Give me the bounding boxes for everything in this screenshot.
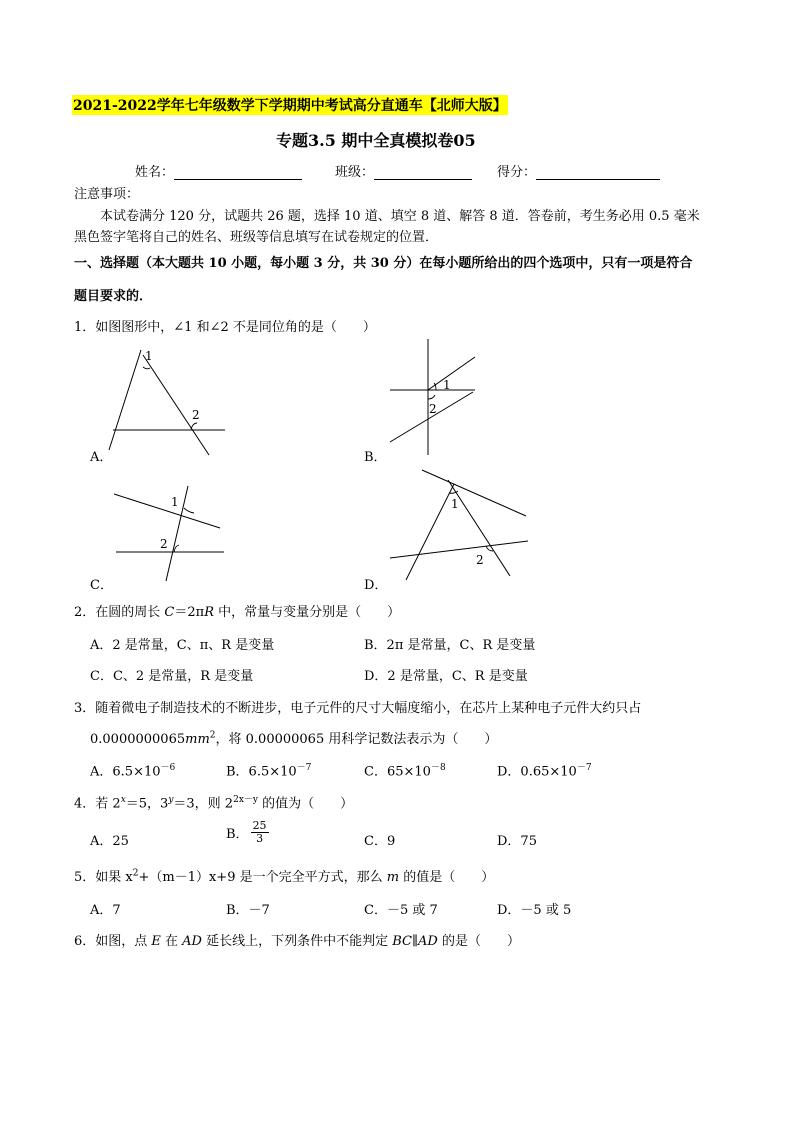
fig-a-angle-2-arc [191,423,197,429]
fig-d-line-top [422,470,526,516]
fig-a-label-2: 2 [192,408,200,422]
fig-c-label-2: 2 [160,537,168,551]
fig-b-label-1: 1 [443,378,451,392]
question-5-stem: 5．如果 $x^2+(m-1)x+9$ 是一个完全平方式，那么 m 的值是（ ） [74,868,495,885]
fig-d-label-2: 2 [476,553,484,567]
fig-a-angle-1-arc [143,367,150,369]
question-2-option-a[interactable]: A．2 是常量，C、π、R 是变量 [90,638,275,653]
fig-c-line-top [114,494,220,528]
fig-a-line-left [109,350,141,450]
fig-a-label-1: 1 [145,349,153,363]
question-3-option-d[interactable]: D．$0.65\times 10^{-7}$ [497,763,592,780]
class-label: 班级： [335,165,375,180]
question-2-option-c[interactable]: C．C、2 是常量，R 是变量 [90,669,254,684]
score-field[interactable] [497,161,660,180]
question-3-option-b[interactable]: B．$6.5\times 10^{-7}$ [226,763,312,780]
question-2-stem: 2．在圆的周长 C＝2πR 中，常量与变量分别是（ ） [74,605,401,620]
fig-b-label-2: 2 [429,402,437,416]
question-4-option-d[interactable]: D．75 [497,834,537,849]
question-3-stem-cont: $0.0000000065mm^2$，将 0.00000065 用科学记数法表示为（ ） [90,730,498,747]
fraction-25-over-3: $\frac{25}{3}$ [252,819,267,845]
question-1-stem: 1．如图图形中，∠1 和∠2 不是同位角的是（ ） [74,320,376,335]
question-4-stem: 4．若 $2^x=5$，$3^y=3$，则 $2^{2x-y}$ 的值为（ ） [74,795,354,812]
fig-d-line-bottom [390,541,528,558]
fig-a-line-right [143,355,209,455]
score-label: 得分： [497,165,537,180]
class-field[interactable] [335,161,472,180]
figure-option-b [385,337,485,457]
question-5-option-c[interactable]: C．－5 或 7 [364,903,438,918]
question-5-option-a[interactable]: A．7 [90,903,121,918]
question-2-option-b[interactable]: B．2π 是常量，C、R 是变量 [364,638,536,653]
name-label: 姓名： [135,165,175,180]
section-1-heading-cont: 题目要求的． [74,289,153,304]
question-3-option-c[interactable]: C．$65\times 10^{-8}$ [364,763,446,780]
fig-b-line-lower-diagonal [390,392,473,442]
figure-option-d [388,468,530,583]
fig-d-line-left [406,484,454,580]
section-1-heading: 一、选择题（本大题共 10 小题，每小题 3 分，共 30 分）在每小题所给出的四个选项中，只有一项是符合 [74,256,693,271]
question-1-option-d[interactable]: D． [364,578,388,593]
figure-option-a [105,345,235,460]
question-1-option-a[interactable]: A． [90,450,113,465]
score-blank[interactable] [536,165,660,180]
question-5-option-b[interactable]: B．－7 [226,903,270,918]
fig-c-angle-1-arc [184,508,194,513]
notice-label: 注意事项： [74,187,140,202]
question-4-option-a[interactable]: A．25 [90,834,129,849]
series-banner: 2021-2022学年七年级数学下学期期中考试高分直通车【北师大版】 [72,95,508,115]
question-2-option-d[interactable]: D．2 是常量，C、R 是变量 [364,669,528,684]
notice-line-1: 本试卷满分 120 分，试题共 26 题，选择 10 道、填空 8 道、解答 8 道．答卷前，考生务必用 0.5 毫米 [100,209,700,224]
name-blank[interactable] [174,165,302,180]
name-field[interactable] [135,161,302,180]
figure-option-c [110,478,230,583]
question-3-stem: 3．随着微电子制造技术的不断进步，电子元件的尺寸大幅度缩小，在芯片上某种电子元件大约只占 [74,701,642,716]
fig-d-label-1: 1 [451,497,459,511]
notice-line-2: 黑色签字笔将自己的姓名、班级等信息填写在试卷规定的位置． [74,230,439,245]
question-3-option-a[interactable]: A．$6.5\times 10^{-6}$ [90,763,176,780]
question-1-option-c[interactable]: C． [90,578,113,593]
fig-b-angle-2-arc [428,395,435,399]
fig-c-angle-2-arc [174,545,179,552]
question-1-option-b[interactable]: B． [364,450,387,465]
fig-c-label-1: 1 [171,495,179,509]
question-5-option-d[interactable]: D．－5 或 5 [497,903,572,918]
question-4-option-c[interactable]: C．9 [364,834,396,849]
class-blank[interactable] [374,165,472,180]
page-title: 专题3.5 期中全真模拟卷05 [276,131,476,150]
question-6-stem: 6．如图，点 E 在 AD 延长线上，下列条件中不能判定 BC∥AD 的是（ ） [74,934,520,949]
question-4-option-b[interactable]: B． $\frac{25}{3}$ [226,819,267,845]
